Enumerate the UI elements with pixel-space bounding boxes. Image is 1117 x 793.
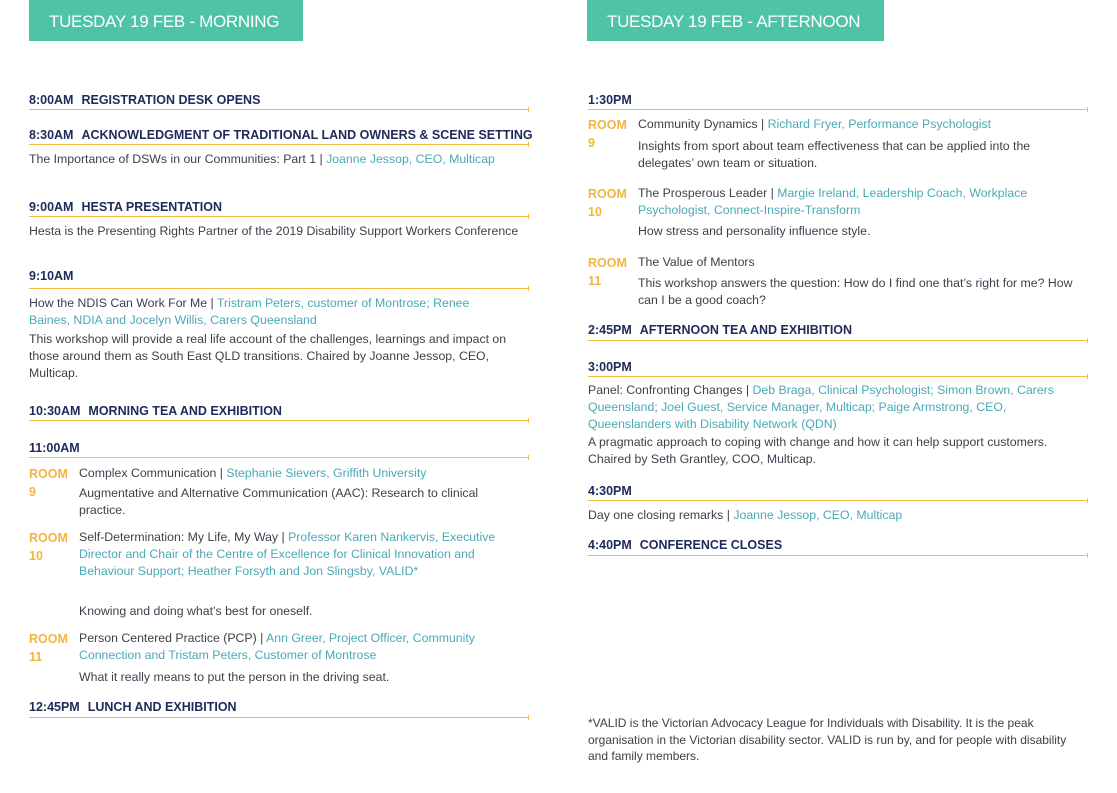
room-number: 9 (588, 136, 595, 150)
hesta-description: Hesta is the Presenting Rights Partner of the 2019 Disability Support Workers Conference (29, 224, 519, 238)
room-description: This workshop answers the question: How do I find one that’s right for me? How can I be a good coach? (638, 276, 1073, 307)
room-session (638, 116, 1088, 133)
session-title: The Prosperous Leader | (638, 186, 778, 200)
time-label: 11:00AM (29, 441, 80, 455)
divider-rule (29, 109, 528, 110)
room-label (588, 254, 628, 290)
time-label: 10:30AM (29, 404, 81, 418)
registration-heading (29, 92, 529, 108)
divider-rule (29, 457, 528, 458)
item-title: LUNCH AND EXHIBITION (87, 700, 237, 714)
room-label (588, 185, 628, 221)
time-label: 3:00PM (588, 360, 632, 374)
four-thirty-heading (588, 483, 1088, 499)
panel-session (588, 382, 1088, 433)
session-title: Self-Determination: My Life, My Way | (79, 530, 289, 544)
session-title: How the NDIS Can Work For Me | (29, 296, 217, 310)
room-description: What it really means to put the person in the driving seat. (79, 670, 390, 684)
room-description: Insights from sport about team effectiveness that can be applied into the delegates’ own team or situation. (638, 139, 1031, 170)
room-description: Knowing and doing what’s best for oneself. (79, 604, 313, 618)
time-label: 8:30AM (29, 128, 74, 142)
item-title: HESTA PRESENTATION (81, 200, 222, 214)
acknowledgment-heading (29, 127, 533, 143)
morning-day-header: TUESDAY 19 FEB - MORNING (29, 0, 303, 41)
session-speaker: Joanne Jessop, CEO, Multicap (733, 508, 903, 522)
room-session (79, 630, 519, 664)
session-title: Community Dynamics | (638, 117, 768, 131)
session-title: Complex Communication | (79, 466, 227, 480)
session-speaker: Deb Braga, Clinical Psychologist; Simon Brown, Carers Queensland; Joel Guest, Service Manager, Multicap; Paige Armstrong, CEO, Queenslanders with Disability Network (QDN) (588, 383, 1054, 431)
room-label (29, 529, 69, 565)
morning-tea-heading (29, 403, 529, 419)
item-title: AFTERNOON TEA AND EXHIBITION (639, 323, 853, 337)
divider-rule (29, 288, 528, 289)
item-title: CONFERENCE CLOSES (639, 538, 783, 552)
room-word: ROOM (29, 531, 68, 545)
room-word: ROOM (588, 256, 627, 270)
room-label (588, 116, 628, 152)
ndis-session (29, 295, 504, 329)
divider-rule (29, 216, 528, 217)
session-speaker: Professor Karen Nankervis, Executive Director and Chair of the Centre of Excellence for Clinical Innovation and Behaviour Support; Heather Forsyth and Jon Slingsby, VALID* (79, 530, 496, 578)
one-thirty-heading (588, 92, 1088, 108)
afternoon-tea-heading (588, 322, 1088, 338)
time-label: 8:00AM (29, 93, 74, 107)
divider-rule (588, 340, 1087, 341)
room-session (638, 254, 1088, 271)
ndis-heading (29, 268, 529, 284)
session-speaker: Joanne Jessop, CEO, Multicap (326, 152, 495, 166)
room-session (79, 465, 529, 482)
room-word: ROOM (588, 187, 627, 201)
room-number: 10 (588, 205, 602, 219)
lunch-heading (29, 699, 529, 715)
room-word: ROOM (588, 118, 627, 132)
room-session (79, 529, 531, 580)
time-label: 9:10AM (29, 269, 74, 283)
ndis-description: This workshop will provide a real life account of the challenges, learnings and impact on those around them as South East QLD transitions. Chaired by Joanne Jessop, CEO, Multicap. (29, 332, 507, 380)
room-word: ROOM (29, 467, 68, 481)
conference-closes-heading (588, 537, 1088, 553)
room-description: How stress and personality influence style. (638, 224, 871, 238)
session-speaker: Stephanie Sievers, Griffith University (226, 466, 427, 480)
divider-rule (588, 500, 1087, 501)
session-speaker: Margie Ireland, Leadership Coach, Workplace Psychologist, Connect-Inspire-Transform (638, 186, 1028, 217)
afternoon-day-header: TUESDAY 19 FEB - AFTERNOON (587, 0, 884, 41)
room-label (29, 465, 69, 501)
closing-remarks (588, 507, 1086, 524)
session-title: Panel: Confronting Changes | (588, 383, 753, 397)
divider-rule (588, 109, 1087, 110)
item-title: ACKNOWLEDGMENT OF TRADITIONAL LAND OWNERS & SCENE SETTING (81, 128, 533, 142)
time-label: 2:45PM (588, 323, 632, 337)
divider-rule (588, 555, 1087, 556)
divider-rule (29, 144, 528, 145)
acknowledgment-session (29, 151, 514, 168)
panel-description: A pragmatic approach to coping with change and how it can help support customers. Chaired by Seth Grantley, COO, Multicap. (588, 435, 1048, 466)
room-number: 10 (29, 549, 43, 563)
divider-rule (29, 717, 528, 718)
room-number: 11 (588, 274, 602, 288)
divider-rule (588, 376, 1087, 377)
room-word: ROOM (29, 632, 68, 646)
hesta-heading (29, 199, 529, 215)
room-session (638, 185, 1028, 219)
three-pm-heading (588, 359, 1088, 375)
session-speaker: Ann Greer, Project Officer, Community Connection and Tristam Peters, Customer of Montrose (79, 631, 475, 662)
room-label (29, 630, 69, 666)
room-number: 11 (29, 650, 43, 664)
time-label: 12:45PM (29, 700, 80, 714)
divider-rule (29, 420, 528, 421)
session-title: The Value of Mentors (638, 255, 755, 269)
item-title: MORNING TEA AND EXHIBITION (88, 404, 282, 418)
time-label: 4:30PM (588, 484, 632, 498)
eleven-heading (29, 440, 529, 456)
session-title: Person Centered Practice (PCP) | (79, 631, 267, 645)
item-title: REGISTRATION DESK OPENS (81, 93, 261, 107)
session-speaker: Richard Fryer, Performance Psychologist (767, 117, 992, 131)
time-label: 9:00AM (29, 200, 74, 214)
session-title: The Importance of DSWs in our Communities: Part 1 | (29, 152, 327, 166)
session-title: Day one closing remarks | (588, 508, 734, 522)
room-description: Augmentative and Alternative Communication (AAC): Research to clinical practice. (79, 486, 479, 517)
valid-footnote: *VALID is the Victorian Advocacy League for Individuals with Disability. It is the peak organisation in the Victorian disability sector. VALID is run by, and for people with disability and family members. (588, 716, 1067, 763)
room-number: 9 (29, 485, 36, 499)
session-speaker: Tristram Peters, customer of Montrose; Renee Baines, NDIA and Jocelyn Willis, Carers Queensland (29, 296, 470, 327)
time-label: 1:30PM (588, 93, 632, 107)
time-label: 4:40PM (588, 538, 632, 552)
